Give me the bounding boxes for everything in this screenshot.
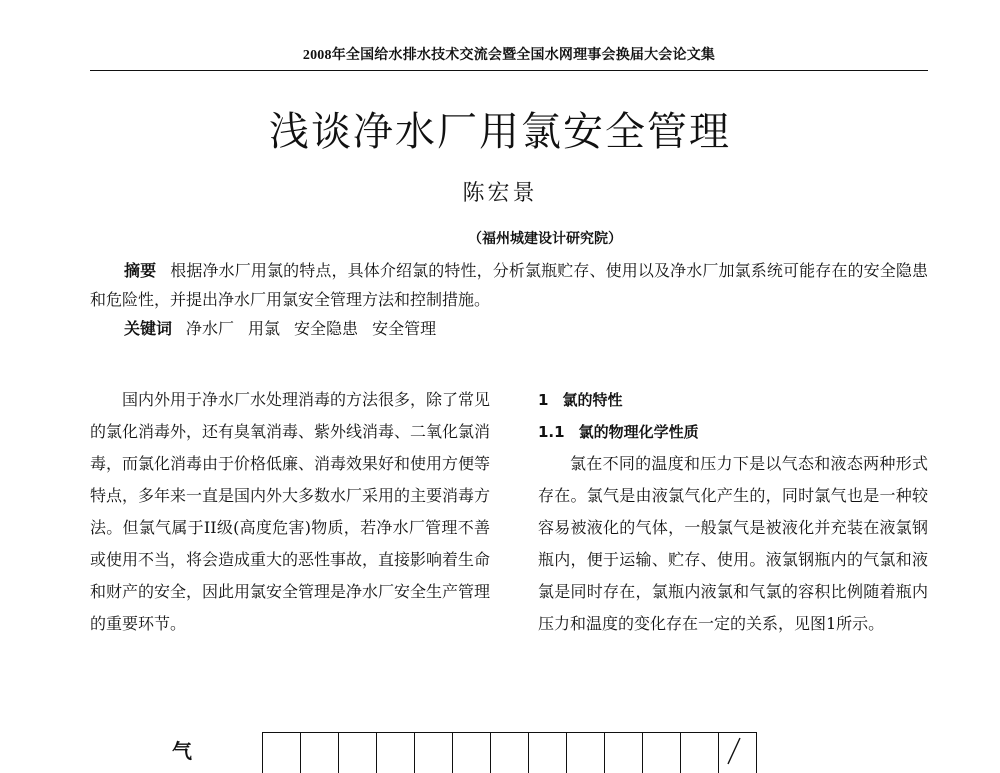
abstract-section (90, 256, 928, 343)
keywords-line (90, 314, 928, 343)
figure-axis-label: 气 (172, 739, 192, 763)
subsection-title: 氯的物理化学性质 (578, 423, 699, 441)
figure-curve (262, 732, 756, 772)
section-paragraph: 氯在不同的温度和压力下是以气态和液态两种形式存在。氯气是由液氯气化产生的，同时氯气也是一种较容易被液化的气体，一般氯气是被液化并充装在液氯钢瓶内，便于运输、贮存、使用。液氯钢瓶内的气氯和液氯是同时存在，氯瓶内液氯和气氯的容积比例随着瓶内压力和温度的变化存在一定的关系，见图1所示。 (538, 454, 928, 633)
keyword: 安全管理 (372, 319, 437, 338)
section-number: 1 (538, 391, 549, 409)
abstract-paragraph (90, 256, 928, 314)
right-column (538, 384, 928, 640)
subsection-number: 1.1 (538, 423, 565, 441)
paper-affiliation: （福州城建设计研究院） (468, 231, 622, 247)
keyword: 用氯 (248, 319, 281, 338)
paper-author: 陈宏景 (462, 181, 538, 206)
paper-title: 浅谈净水厂用氯安全管理 (269, 109, 731, 155)
subsection-heading (538, 416, 928, 448)
abstract-text: 根据净水厂用氯的特点，具体介绍氯的特性，分析氯瓶贮存、使用以及净水厂加氯系统可能存在的安全隐患和危险性，并提出净水厂用氯安全管理方法和控制措施。 (90, 261, 928, 309)
keywords-label: 关键词 (124, 319, 173, 338)
keyword: 净水厂 (186, 319, 235, 338)
keyword: 安全隐患 (294, 319, 359, 338)
left-column (90, 384, 490, 640)
intro-paragraph: 国内外用于净水厂水处理消毒的方法很多，除了常见的氯化消毒外，还有臭氧消毒、紫外线消毒、二氧化氯消毒，而氯化消毒由于价格低廉、消毒效果好和使用方便等特点，多年来一直是国内外大多数水厂采用的主要消毒方法。但氯气属于II级(高度危害)物质，若净水厂管理不善或使用不当，将会造成重大的恶性事故，直接影响着生命和财产的安全，因此用氯安全管理是净水厂安全生产管理的重要环节。 (90, 390, 491, 633)
abstract-label: 摘要 (124, 261, 157, 280)
section-heading (538, 384, 928, 416)
running-header: 2008年全国给水排水技术交流会暨全国水网理事会换届大会论文集 (302, 48, 716, 63)
header-rule (90, 70, 928, 71)
section-title: 氯的特性 (562, 391, 623, 409)
